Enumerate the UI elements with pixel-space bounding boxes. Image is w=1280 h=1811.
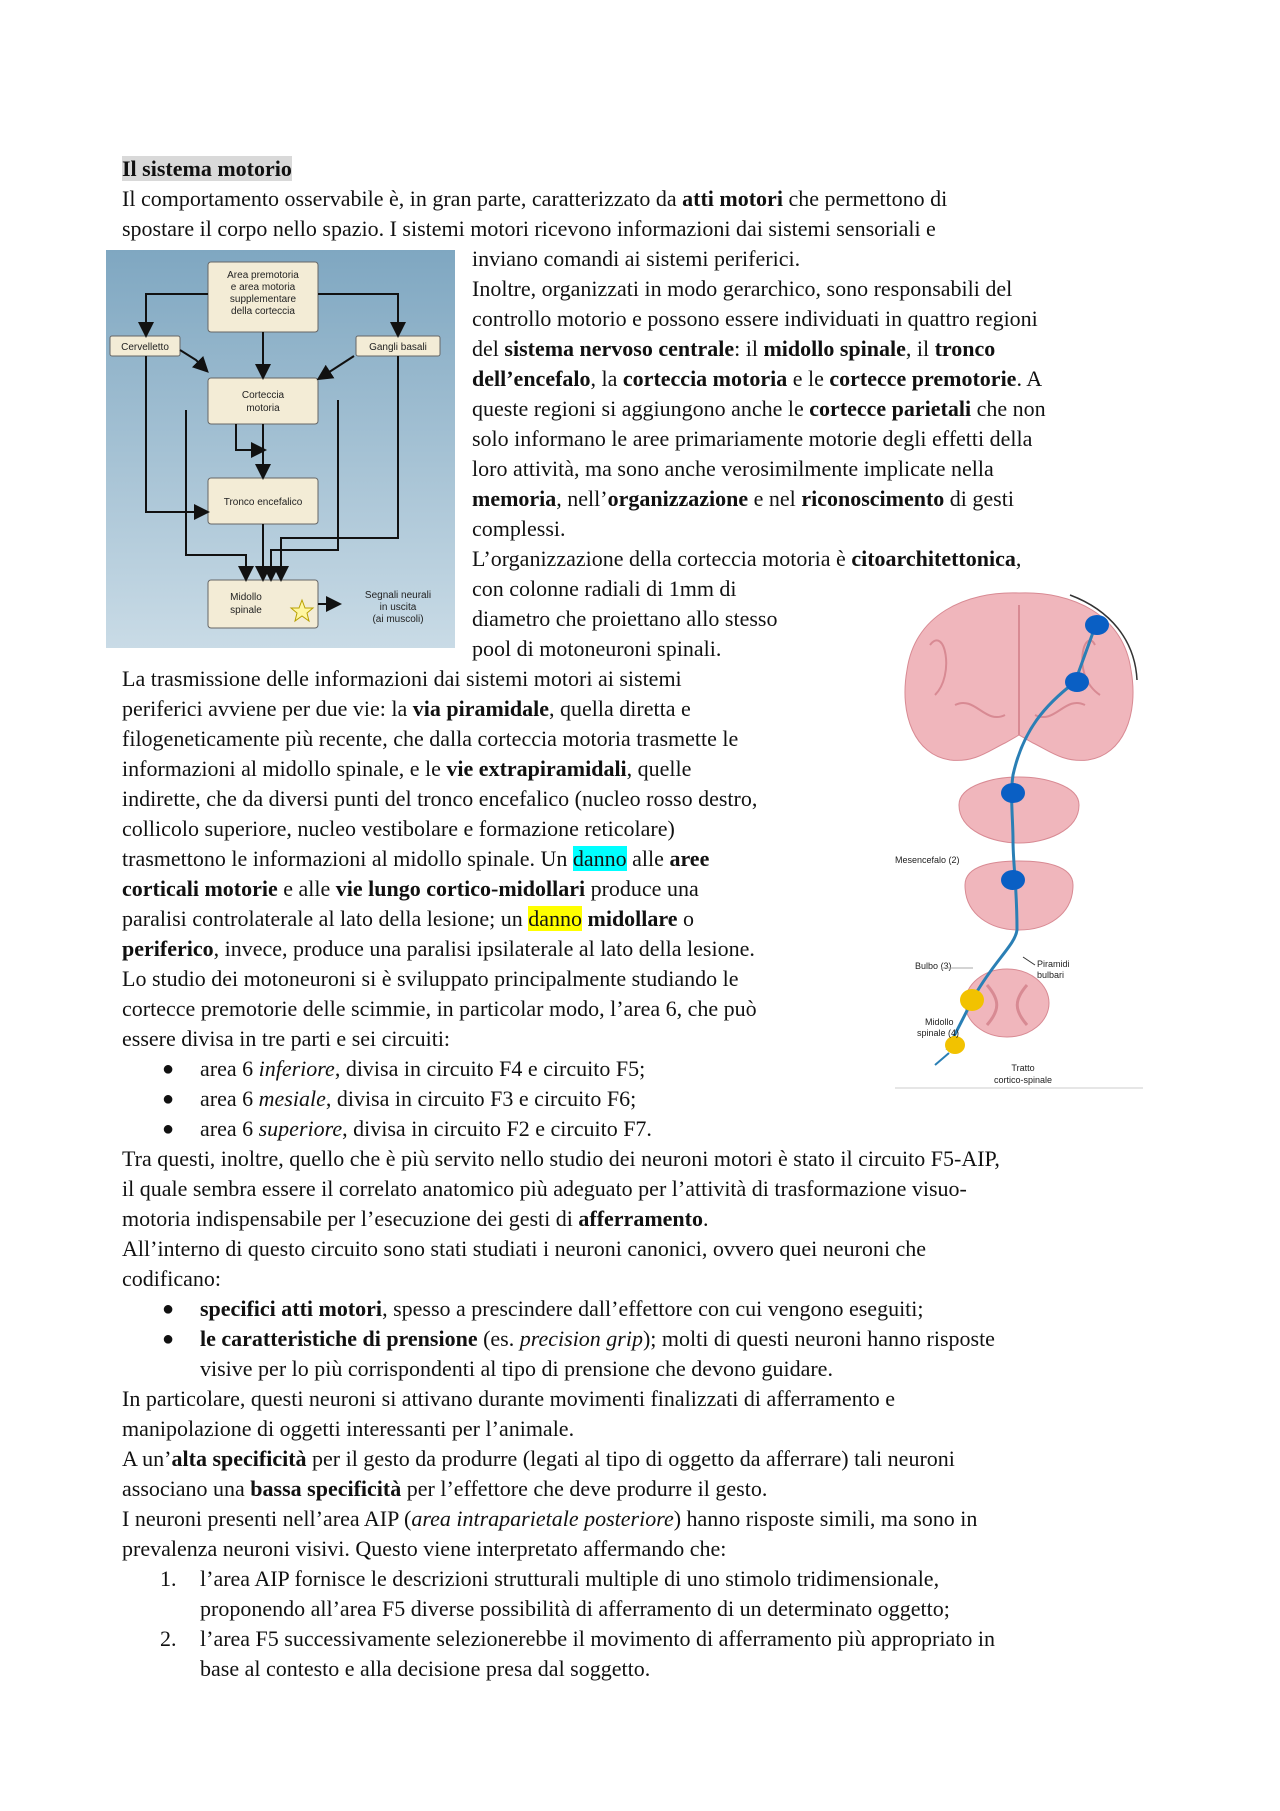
highlight-cyan: danno [572,846,627,871]
bullet-dot: ● [162,1118,175,1140]
motor-neuron [945,1036,965,1054]
bullet-dot: ● [162,1088,175,1110]
numbered-item-continuation: proponendo all’area F5 diverse possibilità di afferramento di un determinato oggetto; [200,1596,950,1621]
col-line-10: complessi. [472,516,566,541]
para4-line-6: prevalenza neuroni visivi. Questo viene interpretato affermando che: [122,1536,727,1561]
brainstem-label: Tronco encefalico [223,497,303,508]
corticospinal-tract-figure [895,585,1143,1090]
motor-cortex-label-2: motoria [246,403,280,414]
pyramids-label-1: Piramidi [1037,959,1070,969]
col-line-11: L’organizzazione della corteccia motoria è citoarchitettonica, [472,546,1022,571]
cerebellum-label: Cervelletto [121,342,169,353]
numbered-item: l’area AIP fornisce le descrizioni strutturali multiple di uno stimolo tridimensionale, [200,1566,940,1591]
para4-line-5: I neuroni presenti nell’area AIP (area intraparietale posteriore) hanno risposte simili, ma sono in [122,1506,978,1531]
col-line-1: inviano comandi ai sistemi periferici. [472,246,801,271]
para2-line-7: trasmettono le informazioni al midollo spinale. Un danno alle aree [122,846,710,871]
col-line-12: con colonne radiali di 1mm di [472,576,737,601]
para3-line-1: Tra questi, inoltre, quello che è più servito nello studio dei neuroni motori è stato il circuito F5-AIP, [122,1146,1000,1171]
tract-label-2: cortico-spinale [993,1075,1053,1085]
list-item: area 6 inferiore, divisa in circuito F4 e circuito F5; [200,1056,646,1081]
premotor-label-2: e area motoria [230,282,296,293]
bullet-dot: ● [162,1328,175,1350]
numbered-item-continuation: base al contesto e alla decisione presa dal soggetto. [200,1656,651,1681]
spinal-label-1: Midollo [925,1017,954,1027]
numbered-item: l’area F5 successivamente selezionerebbe il movimento di afferramento più appropriato in [200,1626,995,1651]
list-item: area 6 mesiale, divisa in circuito F3 e circuito F6; [200,1086,637,1111]
para2-line-4: informazioni al midollo spinale, e le vie extrapiramidali, quelle [122,756,692,781]
spinal-label-2: spinale (4) [917,1028,960,1038]
motor-cortex-label-1: Corteccia [241,390,285,401]
bullet-dot: ● [162,1298,175,1320]
premotor-label-4: della corteccia [231,306,295,317]
list-item: area 6 superiore, divisa in circuito F2 e circuito F7. [200,1116,652,1141]
col-line-14: pool di motoneuroni spinali. [472,636,722,661]
para2-line-10: periferico, invece, produce una paralisi ipsilaterale al lato della lesione. [122,936,755,961]
para3-line-5: codificano: [122,1266,221,1291]
col-line-4: del sistema nervoso centrale: il midollo spinale, il tronco [472,336,996,361]
para3-line-2: il quale sembra essere il correlato anatomico più adeguato per l’attività di trasformazione visuo- [122,1176,967,1201]
para2-line-9: paralisi controlaterale al lato della lesione; un danno midollare o [122,906,695,931]
para3-line-4: All’interno di questo circuito sono stati studiati i neuroni canonici, ovvero quei neuroni che [122,1236,927,1261]
para4-line-4: associano una bassa specificità per l’effettore che deve produrre il gesto. [122,1476,768,1501]
output-label-1: Segnali neurali [364,590,432,601]
para2-line-2: periferici avviene per due vie: la via piramidale, quella diretta e [122,696,691,721]
list-item: specifici atti motori, spesso a prescindere dall’effettore con cui vengono eseguiti; [200,1296,924,1321]
para2-line-3: filogeneticamente più recente, che dalla corteccia motoria trasmette le [122,726,739,751]
para2-line-13: essere divisa in tre parti e sei circuiti: [122,1026,451,1051]
midbrain-neuron [1001,783,1025,803]
intro-line-2: spostare il corpo nello spazio. I sistemi motori ricevono informazioni dai sistemi sensoriali e [122,216,936,241]
bullet-dot: ● [162,1058,175,1080]
col-line-3: controllo motorio e possono essere individuati in quattro regioni [472,306,1038,331]
motor-hierarchy-diagram [106,250,455,648]
premotor-label-3: supplementare [229,294,297,305]
para4-line-3: A un’alta specificità per il gesto da produrre (legati al tipo di oggetto da afferrare) tali neuroni [122,1446,955,1471]
list-number: 2. [160,1626,177,1651]
para3-line-3: motoria indispensabile per l’esecuzione dei gesti di afferramento. [122,1206,709,1231]
para2-line-12: cortecce premotorie delle scimmie, in particolar modo, l’area 6, che può [122,996,757,1021]
list-item: le caratteristiche di prensione (es. precision grip); molti di questi neuroni hanno risposte [200,1326,995,1351]
para2-line-6: collicolo superiore, nucleo vestibolare e formazione reticolare) [122,816,675,841]
para4-line-2: manipolazione di oggetti interessanti per l’animale. [122,1416,575,1441]
para2-line-1: La trasmissione delle informazioni dai sistemi motori ai sistemi [122,666,682,691]
spinal-cord-label-1: Midollo [230,592,262,603]
intro-line-1: Il comportamento osservabile è, in gran parte, caratterizzato da atti motori che permettono di [122,186,948,211]
col-line-5: dell’encefalo, la corteccia motoria e le cortecce premotorie. A [472,366,1043,391]
para2-line-11: Lo studio dei motoneuroni si è sviluppato principalmente studiando le [122,966,739,991]
bulb-label: Bulbo (3) [915,961,952,971]
cortex-neuron-2 [1065,672,1089,692]
motor-cortex-box [208,378,318,424]
mesencephalon-label: Mesencefalo (2) [895,855,960,865]
col-line-7: solo informano le aree primariamente motorie degli effetti della [472,426,1033,451]
col-line-13: diametro che proiettano allo stesso [472,606,778,631]
col-line-8: loro attività, ma sono anche verosimilmente implicate nella [472,456,994,481]
col-line-2: Inoltre, organizzati in modo gerarchico, sono responsabili del [472,276,1013,301]
medulla-neuron [1001,870,1025,890]
output-label-3: (ai muscoli) [372,614,424,625]
col-line-9: memoria, nell’organizzazione e nel riconoscimento di gesti [472,486,1014,511]
para2-line-5: indirette, che da diversi punti del tronco encefalico (nucleo rosso destro, [122,786,758,811]
tract-label-1: Tratto [1011,1063,1035,1073]
basal-ganglia-label: Gangli basali [369,342,427,353]
cortex-neuron-1 [1085,615,1109,635]
spinal-cord-label-2: spinale [230,605,262,616]
output-label-2: in uscita [379,602,417,613]
pyramids-label-2: bulbari [1037,970,1065,980]
list-number: 1. [160,1566,177,1591]
spinal-neuron [960,989,984,1011]
para4-line-1: In particolare, questi neuroni si attivano durante movimenti finalizzati di afferramento e [122,1386,895,1411]
para2-line-8: corticali motorie e alle vie lungo cortico-midollari produce una [122,876,699,901]
col-line-6: queste regioni si aggiungono anche le cortecce parietali che non [472,396,1046,421]
list-item-continuation: visive per lo più corrispondenti al tipo di prensione che devono guidare. [200,1356,833,1381]
page-title: Il sistema motorio [122,156,292,181]
highlight-yellow: danno [528,906,582,931]
premotor-label-1: Area premotoria [227,270,299,281]
